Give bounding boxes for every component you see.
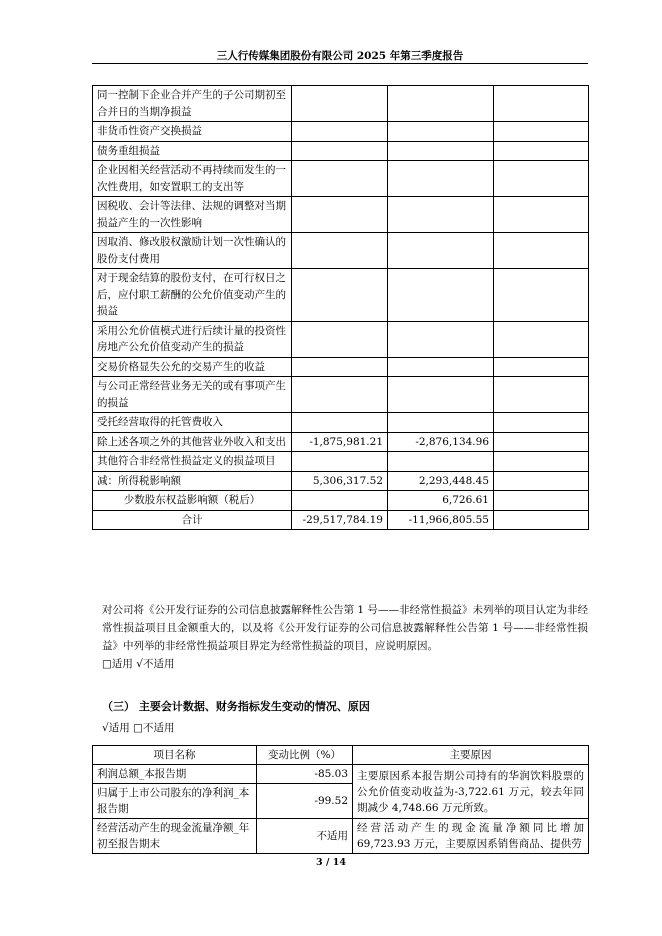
row-label: 同一控制下企业合并产生的子公司期初至合并日的当期净损益: [93, 86, 292, 122]
row-label: 合计: [93, 510, 292, 530]
row-ytd: 2,293,448.45: [388, 471, 494, 491]
row-label: 对于现金结算的股份支付，在可行权日之后，应付职工薪酬的公允价值变动产生的损益: [93, 269, 292, 322]
row-current: [292, 122, 388, 142]
row-current: [292, 357, 388, 377]
row-ytd: [388, 413, 494, 433]
row-note: [494, 357, 589, 377]
table-row: [93, 510, 589, 530]
row-current: [292, 141, 388, 161]
table-row: [93, 161, 589, 197]
row-item: 归属于上市公司股东的净利润_本报告期: [93, 784, 257, 819]
row-note: [494, 432, 589, 452]
table-row: [93, 269, 589, 322]
table-row: [93, 357, 589, 377]
row-current: -29,517,784.19: [292, 510, 388, 530]
table-row: [93, 122, 589, 142]
row-note: [494, 413, 589, 433]
table-row: [93, 197, 589, 233]
table-row: [93, 491, 589, 511]
row-note: [494, 471, 589, 491]
row-item: 利润总额_本报告期: [93, 765, 257, 784]
table-row: [93, 377, 589, 413]
row-note: [494, 377, 589, 413]
row-note: [494, 141, 589, 161]
table-row: [93, 819, 589, 854]
row-label: 非货币性资产交换损益: [93, 122, 292, 142]
row-ytd: 6,726.61: [388, 491, 494, 511]
row-current: [292, 413, 388, 433]
row-label: 交易价格显失公允的交易产生的收益: [93, 357, 292, 377]
row-ytd: -11,966,805.55: [388, 510, 494, 530]
row-ytd: [388, 161, 494, 197]
table-row: [93, 321, 589, 357]
row-note: [494, 510, 589, 530]
row-current: 5,306,317.52: [292, 471, 388, 491]
row-label: 债务重组损益: [93, 141, 292, 161]
header-rule: [92, 63, 588, 64]
row-current: -1,875,981.21: [292, 432, 388, 452]
row-label: 与公司正常经营业务无关的或有事项产生的损益: [93, 377, 292, 413]
row-reason: 主要原因系本报告期公司持有的华润饮料股票的公允价值变动收益为-3,722.61 万元，较去年同期减少 4,748.66 万元所致。: [353, 765, 589, 819]
row-label: 其他符合非经常性损益定义的损益项目: [93, 452, 292, 472]
row-note: [494, 321, 589, 357]
section-3-options: √适用 □不适用: [102, 722, 175, 734]
table-header-row: [93, 746, 589, 765]
row-ratio: -99.52: [257, 784, 353, 819]
note-block: [102, 601, 588, 673]
change-table: [92, 745, 589, 854]
table-row: [93, 233, 589, 269]
row-ytd: [388, 122, 494, 142]
row-item: 经营活动产生的现金流量净额_年初至报告期末: [93, 819, 257, 854]
row-note: [494, 491, 589, 511]
row-label: 采用公允价值模式进行后续计量的投资性房地产公允价值变动产生的损益: [93, 321, 292, 357]
row-current: [292, 452, 388, 472]
table-row: [93, 432, 589, 452]
row-ytd: [388, 269, 494, 322]
table-row: [93, 413, 589, 433]
row-ytd: [388, 141, 494, 161]
row-note: [494, 161, 589, 197]
row-note: [494, 197, 589, 233]
row-label: 企业因相关经营活动不再持续而发生的一次性费用，如安置职工的支出等: [93, 161, 292, 197]
row-label: 少数股东权益影响额（税后）: [93, 491, 292, 511]
row-ytd: [388, 197, 494, 233]
row-label: 受托经营取得的托管费收入: [93, 413, 292, 433]
row-label: 除上述各项之外的其他营业外收入和支出: [93, 432, 292, 452]
table-row: [93, 452, 589, 472]
section-3-title: （三） 主要会计数据、财务指标发生变动的情况、原因: [102, 700, 370, 713]
row-ytd: -2,876,134.96: [388, 432, 494, 452]
row-note: [494, 122, 589, 142]
row-note: [494, 233, 589, 269]
row-note: [494, 86, 589, 122]
row-current: [292, 269, 388, 322]
row-label: 因取消、修改股权激励计划一次性确认的股份支付费用: [93, 233, 292, 269]
row-ytd: [388, 233, 494, 269]
table-row: [93, 765, 589, 784]
non-recurring-table: [92, 85, 589, 530]
table-row: [93, 141, 589, 161]
row-current: [292, 161, 388, 197]
row-ytd: [388, 377, 494, 413]
header-reason: 主要原因: [353, 746, 589, 765]
row-note: [494, 452, 589, 472]
row-reason: 经营活动产生的现金流量净额同比增加 69,723.93 万元，主要原因系销售商品、提供劳: [353, 819, 589, 854]
page-number: 3 / 14: [316, 857, 346, 868]
table-row: [93, 86, 589, 122]
table-row: [93, 471, 589, 491]
row-current: [292, 86, 388, 122]
row-current: [292, 233, 388, 269]
row-ytd: [388, 86, 494, 122]
row-ytd: [388, 321, 494, 357]
row-ratio: 不适用: [257, 819, 353, 854]
row-current: [292, 491, 388, 511]
header-ratio: 变动比例（%）: [257, 746, 353, 765]
row-ytd: [388, 357, 494, 377]
header-item: 项目名称: [93, 746, 257, 765]
row-note: [494, 269, 589, 322]
row-current: [292, 321, 388, 357]
row-ratio: -85.03: [257, 765, 353, 784]
note-text: 对公司将《公开发行证券的公司信息披露解释性公告第 1 号——非经常性损益》未列举的项目认定为非经常性损益项目且金额重大的，以及将《公开发行证券的公司信息披露解释性公告第 1 号——非经常性损益》中列举的非经常性损益项目界定为经常性损益的项目，应说明原因。: [102, 604, 588, 652]
row-label: 减：所得税影响额: [93, 471, 292, 491]
row-current: [292, 377, 388, 413]
page-header: 三人行传媒集团股份有限公司 2025 年第三季度报告: [216, 50, 464, 62]
row-current: [292, 197, 388, 233]
row-ytd: [388, 452, 494, 472]
row-label: 因税收、会计等法律、法规的调整对当期损益产生的一次性影响: [93, 197, 292, 233]
note-options: □适用 √不适用: [102, 658, 175, 670]
